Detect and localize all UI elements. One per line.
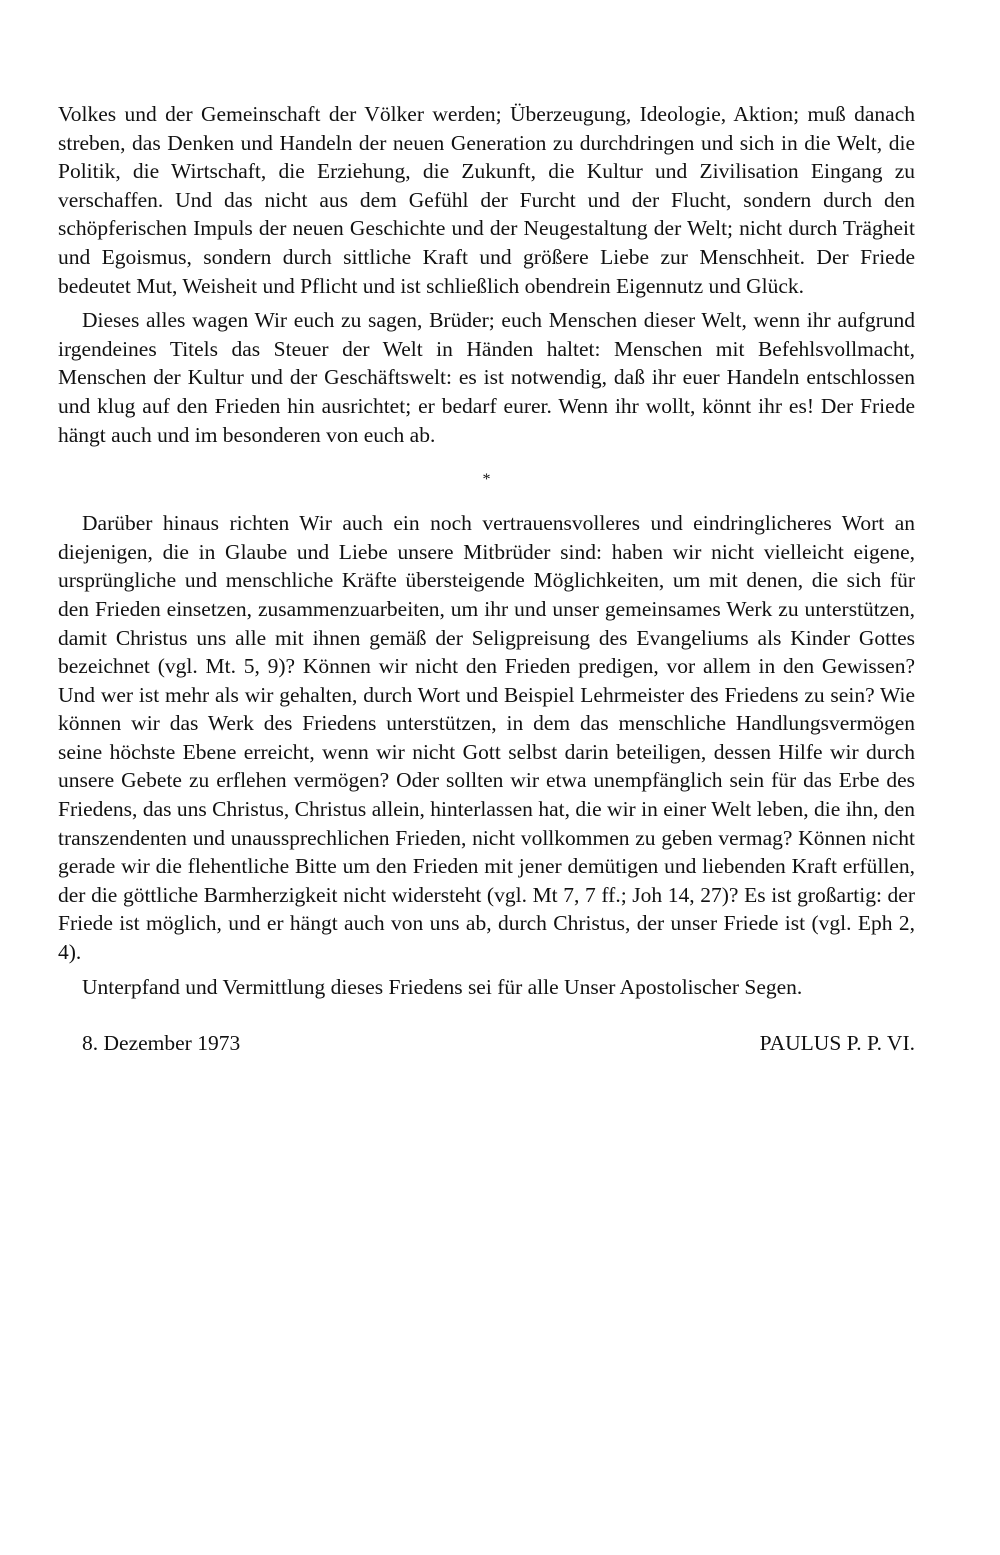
paragraph-continuation: Volkes und der Gemeinschaft der Völker werden; Überzeugung, Ideologie, Aktion; muß danach streben, das Denken und Handeln der neuen Generation zu durchdringen und sich in die Welt, die Politik, die Wirtschaft, die Erziehung, die Zukunft, die Kultur und Zivilisation Eingang zu verschaffen. Und das nicht aus dem Gefühl der Furcht und der Flucht, sondern durch den schöpferischen Impuls der neuen Geschichte und der Neugestaltung der Welt; nicht durch Trägheit und Egoismus, sondern durch sittliche Kraft und größere Liebe zur Menschheit. Der Friede bedeutet Mut, Weisheit und Pflicht und ist schließlich obendrein Eigennutz und Glück.: [58, 102, 915, 298]
paragraph-blessing: Unterpfand und Vermittlung dieses Friedens sei für alle Unser Apostolischer Segen.: [82, 974, 803, 999]
document-page: [58, 100, 915, 1058]
document-signature: PAULUS P. P. VI.: [759, 1031, 915, 1056]
signature-line: [58, 1029, 915, 1058]
paragraph-address-to-brothers: Darüber hinaus richten Wir auch ein noch vertrauensvolleres und eindringlicheres Wort an diejenigen, die in Glaube und Liebe unsere Mitbrüder sind: haben wir nicht vielleicht eigene, ursprüngliche und menschliche Kräfte übersteigende Möglichkeiten, um mit denen, die sich für den Frieden einsetzen, zusammenzuarbeiten, um ihr und unser gemeinsames Werk zu unterstützen, damit Christus uns alle mit ihnen gemäß der Seligpreisung des Evangeliums als Kinder Gottes bezeichnet (vgl. Mt. 5, 9)? Können wir nicht den Frieden predigen, vor allem in den Gewissen? Und wer ist mehr als wir gehalten, durch Wort und Beispiel Lehrmeister des Friedens zu sein? Wie können wir das Werk des Friedens unterstützen, in dem das menschliche Handlungsvermögen seine höchste Ebene erreicht, wenn wir nicht Gott selbst darin beteiligen, dessen Hilfe wir durch unsere Gebete zu erflehen vermögen? Oder sollten wir etwa unempfänglich sein für das Erbe des Friedens, das uns Christus, Christus allein, hinterlassen hat, die wir in einer Welt leben, die ihn, den transzendenten und unaussprechlichen Frieden, nicht vollkommen zu geben vermag? Können nicht gerade wir die flehentliche Bitte um den Frieden mit jener demütigen und liebenden Kraft erfüllen, der die göttliche Barmherzigkeit nicht widersteht (vgl. Mt 7, 7 ff.; Joh 14, 27)? Es ist großartig: der Friede ist möglich, und er hängt auch von uns ab, durch Christus, der unser Friede ist (vgl. Eph 2, 4).: [58, 511, 915, 965]
section-separator: *: [482, 471, 491, 489]
document-date: 8. Dezember 1973: [82, 1031, 241, 1056]
paragraph-address-to-rulers: Dieses alles wagen Wir euch zu sagen, Brüder; euch Menschen dieser Welt, wenn ihr aufgrund irgendeines Titels das Steuer der Welt in Händen haltet: Menschen mit Befehlsvollmacht, Menschen der Kultur und der Geschäftswelt: es ist notwendig, daß ihr euer Handeln entschlossen und klug auf den Frieden hin ausrichtet; er bedarf eurer. Wenn ihr wollt, könnt ihr es! Der Friede hängt auch und im besonderen von euch ab.: [58, 308, 915, 447]
